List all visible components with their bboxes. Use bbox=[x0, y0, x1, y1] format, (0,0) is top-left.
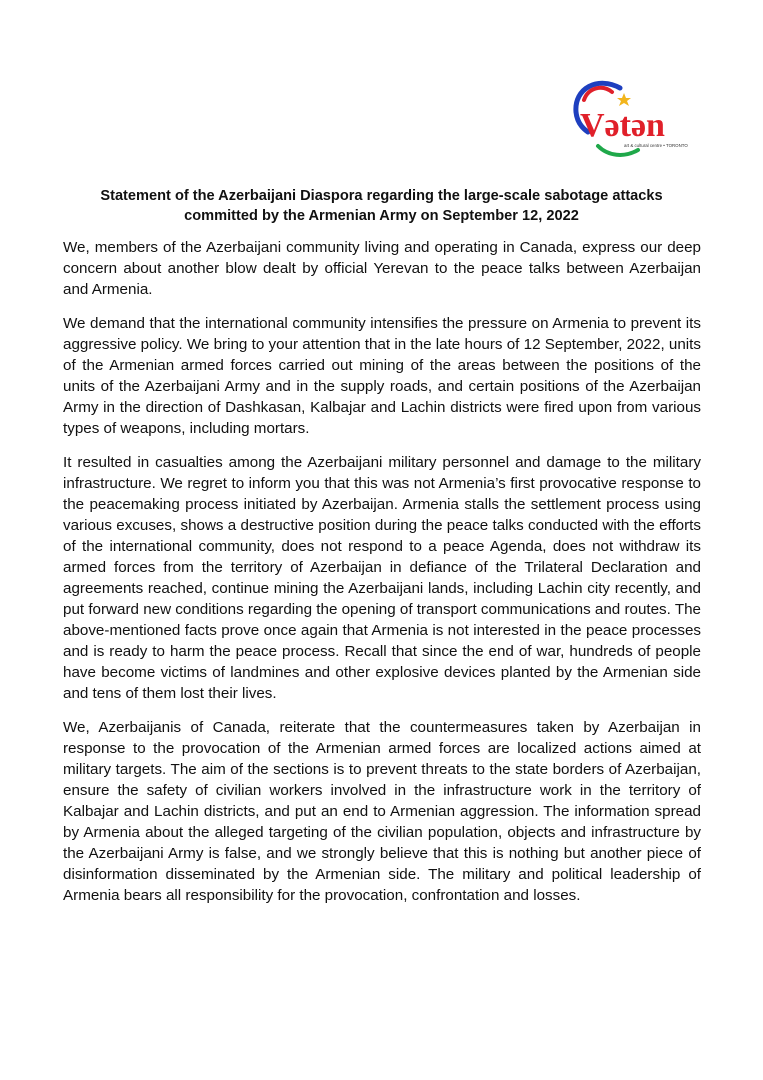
statement-body bbox=[63, 237, 701, 919]
statement-title bbox=[40, 186, 723, 226]
paragraph-3: It resulted in casualties among the Azerbaijani military personnel and damage to the military infrastructure. We regret to inform you that this was not Armenia’s first provocative response to the peacemaking process initiated by Azerbaijan. Armenia stalls the settlement process using various excuses, shows a destructive position during the peace talks conducted with the efforts of the international community, does not respond to a peace Agenda, does not withdraw its armed forces from the territory of Azerbaijan in defiance of the Trilateral Declaration and agreements reached, continue mining the Azerbaijani lands, including Lachin city recently, and put forward new conditions regarding the opening of transport communications and routes. The above-mentioned facts prove once again that Armenia is not interested in the peace processes and is ready to harm the peace process. Recall that since the end of war, hundreds of people have become victims of landmines and other explosive devices planted by the Armenian side and tens of them lost their lives. bbox=[63, 454, 701, 702]
title-line-1: Statement of the Azerbaijani Diaspora regarding the large-scale sabotage attacks bbox=[100, 188, 663, 204]
title-line-2: committed by the Armenian Army on September 12, 2022 bbox=[184, 208, 579, 224]
logo-star-icon bbox=[617, 93, 631, 106]
vatan-logo bbox=[568, 70, 696, 162]
logo-tagline: art & cultural centre • TORONTO bbox=[624, 143, 688, 148]
paragraph-1: We, members of the Azerbaijani community living and operating in Canada, express our deep concern about another blow dealt by official Yerevan to the peace talks between Azerbaijan and Armenia. bbox=[63, 239, 701, 298]
paragraph-4: We, Azerbaijanis of Canada, reiterate that the countermeasures taken by Azerbaijan in response to the provocation of the Armenian armed forces are localized actions aimed at military targets. The aim of the sections is to prevent threats to the state borders of Azerbaijan, ensure the safety of civilian workers involved in the infrastructure work in the territory of Kalbajar and Lachin districts, and put an end to Armenian aggression. The information spread by Armenia about the alleged targeting of the civilian population, objects and infrastructure by the Azerbaijani Army is false, and we strongly believe that this is nothing but another piece of disinformation disseminated by the Armenian side. The military and political leadership of Armenia bears all responsibility for the provocation, confrontation and losses. bbox=[63, 719, 701, 904]
vatan-logo-graphic bbox=[568, 70, 696, 162]
paragraph-2: We demand that the international community intensifies the pressure on Armenia to prevent its aggressive policy. We bring to your attention that in the late hours of 12 September, 2022, units of the Armenian armed forces carried out mining of the areas between the positions of the units of the Azerbaijani Army and in the supply roads, and certain positions of the Azerbaijan Army in the direction of Dashkasan, Kalbajar and Lachin districts were fired upon from various types of weapons, including mortars. bbox=[63, 315, 701, 437]
logo-wordmark: Vətən bbox=[580, 107, 665, 144]
